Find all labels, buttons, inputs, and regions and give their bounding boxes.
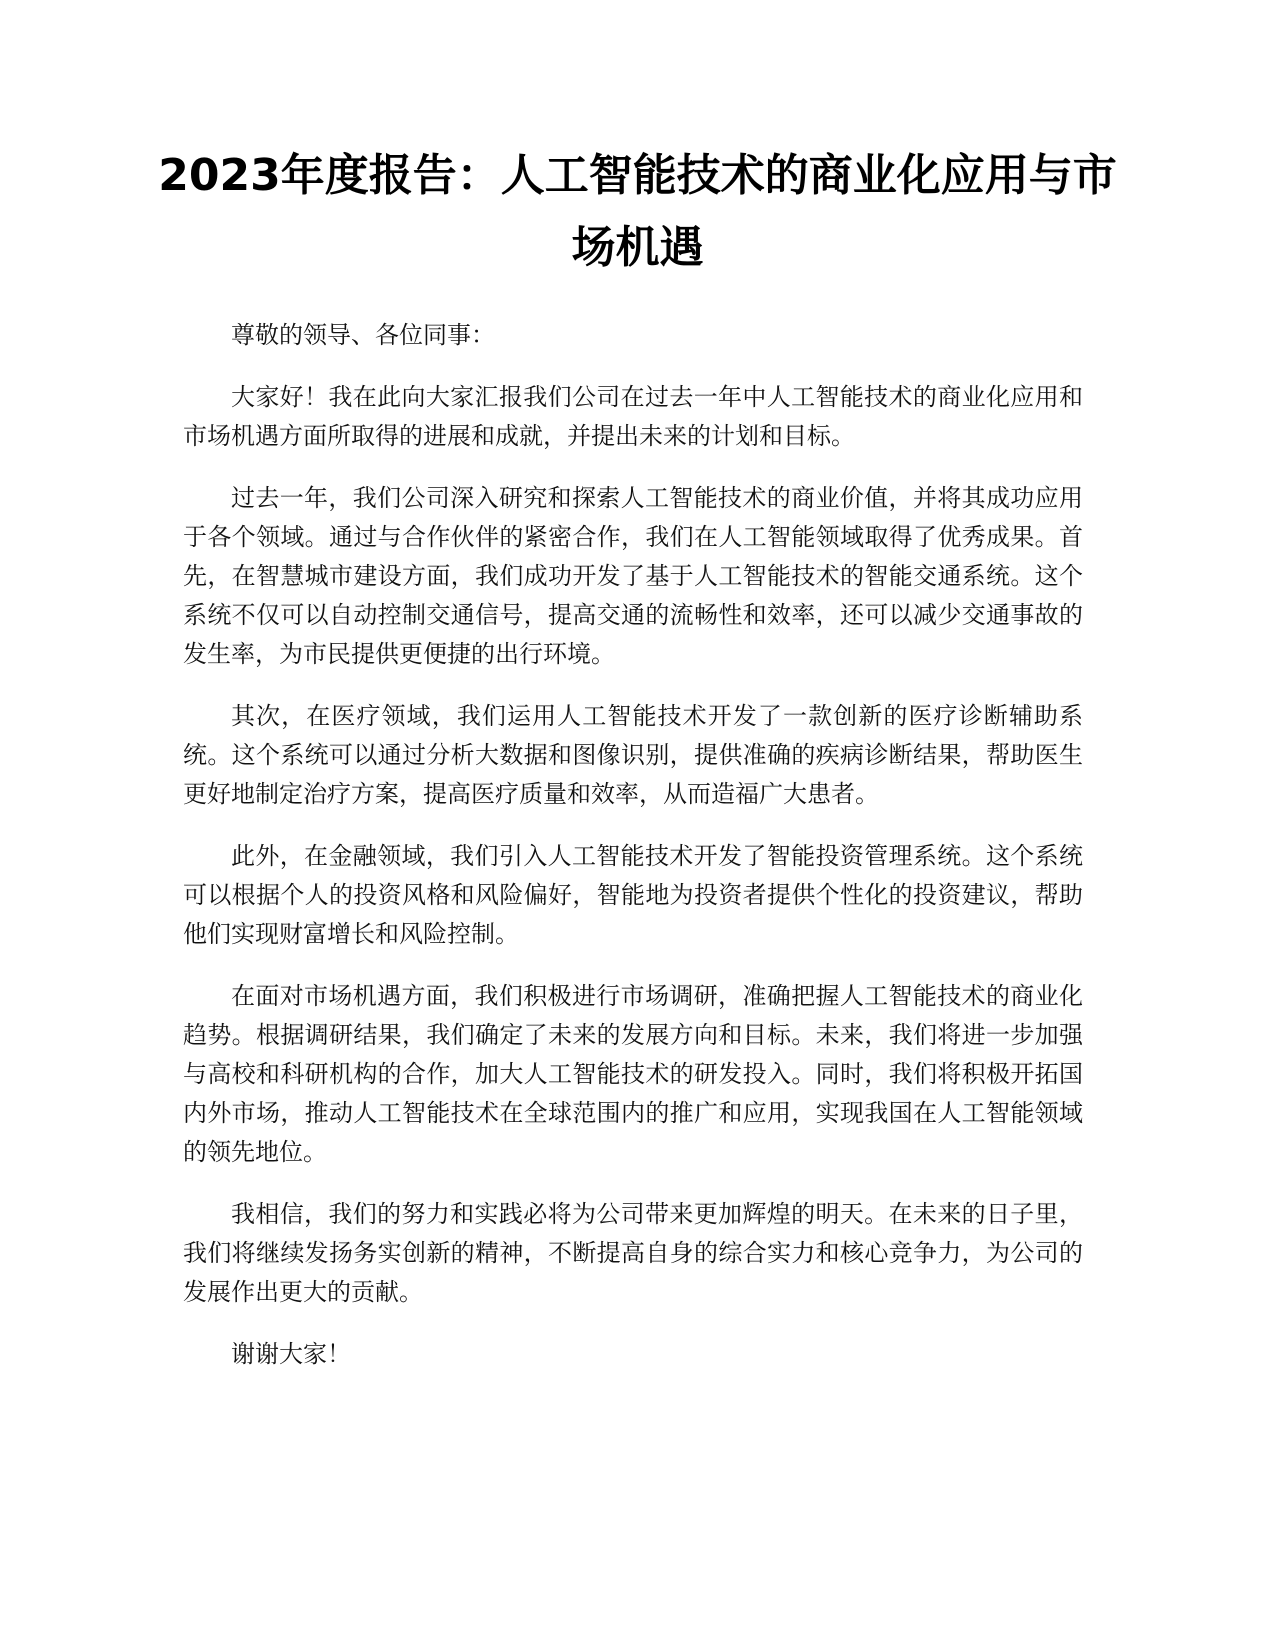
medical-paragraph: 其次，在医疗领域，我们运用人工智能技术开发了一款创新的医疗诊断辅助系统。这个系统可以通过分析大数据和图像识别，提供准确的疾病诊断结果，帮助医生更好地制定治疗方案，提高医疗质量和效率，从而造福广大患者。 xyxy=(183,702,1083,808)
market-opportunity-paragraph: 在面对市场机遇方面，我们积极进行市场调研，准确把握人工智能技术的商业化趋势。根据调研结果，我们确定了未来的发展方向和目标。未来，我们将进一步加强与高校和科研机构的合作，加大人工智能技术的研发投入。同时，我们将积极开拓国内外市场，推动人工智能技术在全球范围内的推广和应用，实现我国在人工智能领域的领先地位。 xyxy=(183,982,1083,1166)
document-body xyxy=(183,316,1083,1397)
document-title: 2023年度报告：人工智能技术的商业化应用与市场机遇 xyxy=(158,150,1117,273)
conclusion-paragraph: 我相信，我们的努力和实践必将为公司带来更加辉煌的明天。在未来的日子里，我们将继续发扬务实创新的精神，不断提高自身的综合实力和核心竞争力，为公司的发展作出更大的贡献。 xyxy=(183,1200,1083,1306)
greeting-paragraph: 大家好！我在此向大家汇报我们公司在过去一年中人工智能技术的商业化应用和市场机遇方面所取得的进展和成就，并提出未来的计划和目标。 xyxy=(183,383,1083,450)
smart-city-paragraph: 过去一年，我们公司深入研究和探索人工智能技术的商业价值，并将其成功应用于各个领域。通过与合作伙伴的紧密合作，我们在人工智能领域取得了优秀成果。首先，在智慧城市建设方面，我们成功开发了基于人工智能技术的智能交通系统。这个系统不仅可以自动控制交通信号，提高交通的流畅性和效率，还可以减少交通事故的发生率，为市民提供更便捷的出行环境。 xyxy=(183,484,1083,668)
finance-paragraph: 此外，在金融领域，我们引入人工智能技术开发了智能投资管理系统。这个系统可以根据个人的投资风格和风险偏好，智能地为投资者提供个性化的投资建议，帮助他们实现财富增长和风险控制。 xyxy=(183,842,1083,948)
closing-paragraph: 谢谢大家！ xyxy=(231,1340,351,1368)
salutation-paragraph: 尊敬的领导、各位同事： xyxy=(231,321,495,349)
